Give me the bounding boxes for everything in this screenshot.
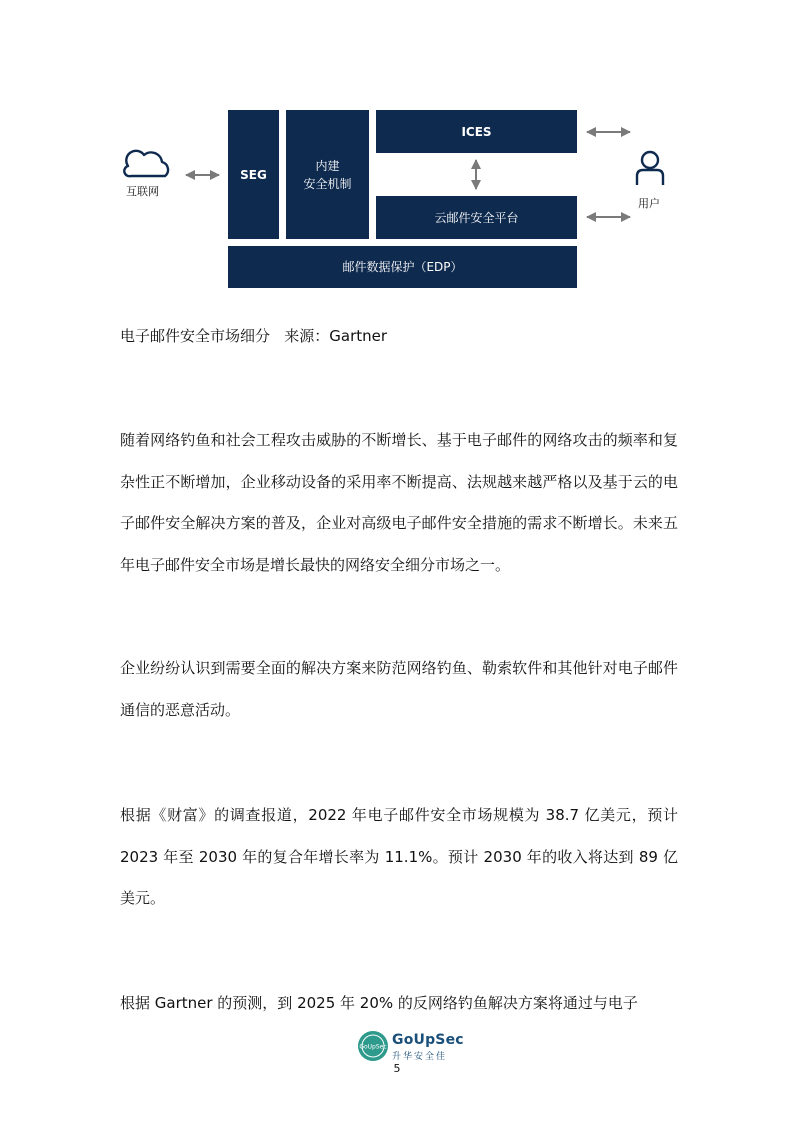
ices-box: ICES (376, 110, 577, 153)
paragraph-4: 根据 Gartner 的预测，到 2025 年 20% 的反网络钓鱼解决方案将通过与电子 (120, 994, 638, 1012)
seg-box: SEG (228, 110, 279, 239)
logo-name: GoUpSec (392, 1032, 464, 1048)
internet-label: 互联网 (126, 185, 159, 198)
paragraph-3: 根据《财富》的调查报道，2022 年电子邮件安全市场规模为 38.7 亿美元，预计 2023 年至 2030 年的复合年增长率为 11.1%。预计 2030 年的收入将达到 89 亿美元。 (120, 806, 678, 907)
paragraph-2: 企业纷纷认识到需要全面的解决方案来防范网络钓鱼、勒索软件和其他针对电子邮件通信的恶意活动。 (120, 659, 678, 719)
user-icon (637, 152, 663, 185)
edp-box: 邮件数据保护（EDP） (228, 246, 577, 288)
builtin-security-box: 内建 安全机制 (286, 110, 369, 239)
svg-text:GoUpSec: GoUpSec (359, 1043, 387, 1051)
figure-caption: 电子邮件安全市场细分 来源：Gartner (120, 327, 388, 345)
paragraph-1: 随着网络钓鱼和社会工程攻击威胁的不断增长、基于电子邮件的网络攻击的频率和复杂性正不断增加，企业移动设备的采用率不断提高、法规越来越严格以及基于云的电子邮件安全解决方案的普及，企业对高级电子邮件安全措施的需求不断增长。未来五年电子邮件安全市场是增长最快的网络安全细分市场之一。 (120, 431, 678, 574)
page-number: 5 (393, 1062, 401, 1075)
goupsec-seal-logo (357, 1030, 389, 1062)
cloud-icon (124, 151, 168, 176)
logo-subtitle: 升华安全佳 (392, 1052, 448, 1062)
user-label: 用户 (638, 197, 660, 210)
cloud-email-platform-box: 云邮件安全平台 (376, 196, 577, 239)
